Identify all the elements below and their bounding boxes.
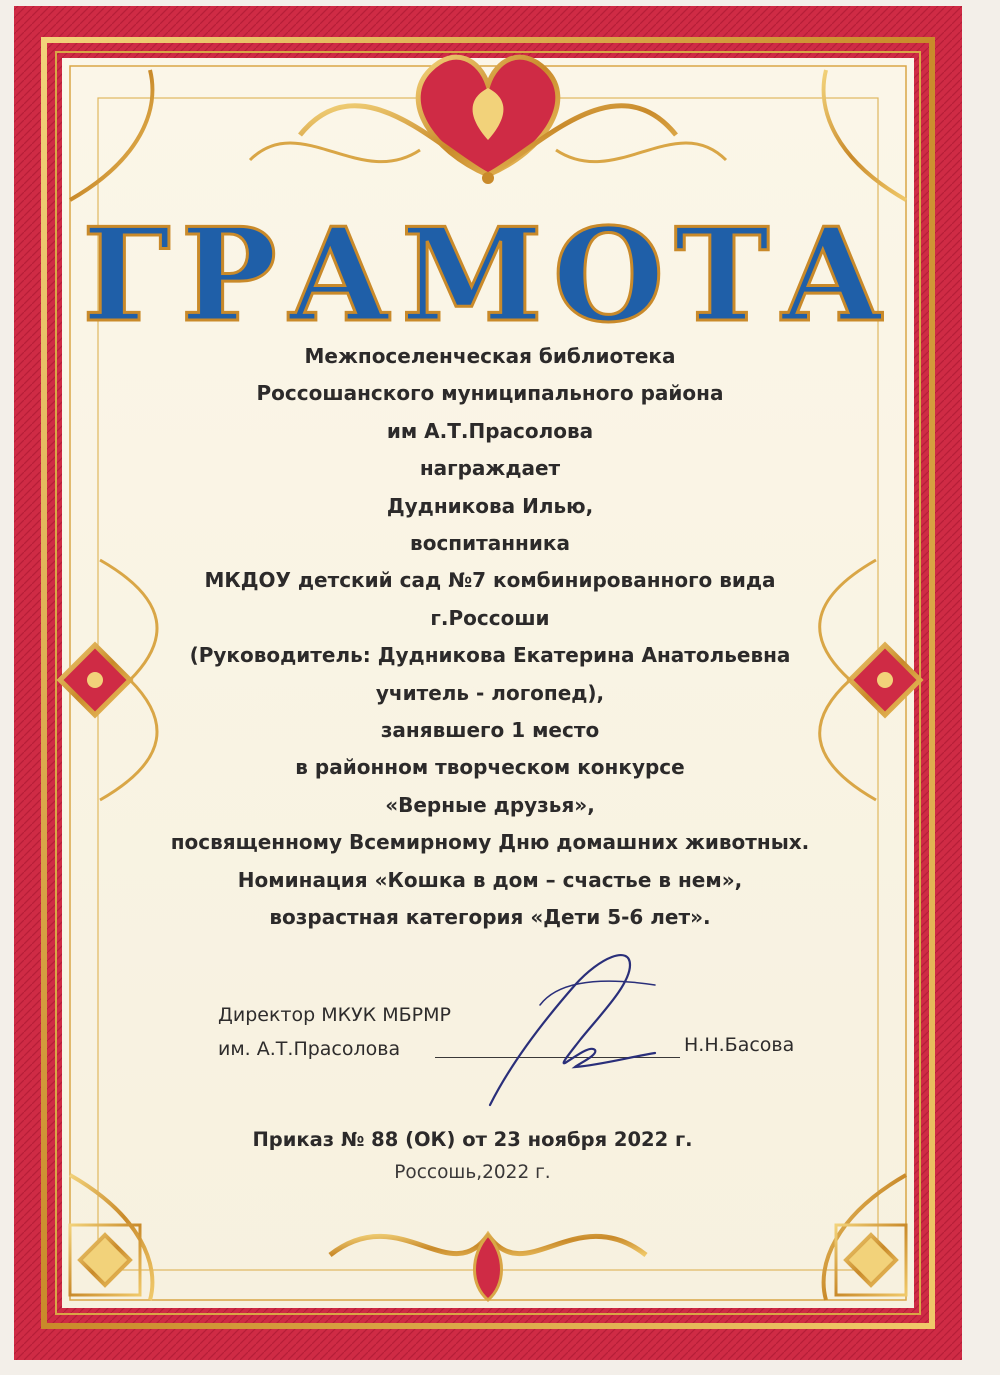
text-line: МКДОУ детский сад №7 комбинированного вида: [204, 568, 776, 593]
signatory-position: [218, 998, 451, 1066]
contest-name: «Верные друзья»,: [385, 792, 595, 817]
text-line: посвященному Всемирному Дню домашних животных.: [170, 830, 810, 855]
text-line: Межпоселенческая библиотека: [304, 344, 676, 368]
place-line: занявшего 1 место: [380, 718, 600, 743]
text-line: г.Россоши: [430, 605, 550, 630]
signatory-name: Н.Н.Басова: [684, 1034, 795, 1056]
text-line: награждает: [419, 456, 561, 481]
text-line: учитель - логопед),: [375, 680, 605, 705]
text-line: (Руководитель: Дудникова Екатерина Анатольевна: [189, 643, 791, 668]
document-title: ГРАМОТА: [82, 201, 894, 351]
age-category-line: возрастная категория «Дети 5-6 лет».: [269, 905, 711, 930]
place-and-year: Россошь,2022 г.: [394, 1162, 551, 1183]
signatory-position-line1: Директор МКУК МБРМР: [218, 1004, 451, 1026]
text-line: в районном творческом конкурсе: [295, 755, 685, 780]
handwritten-signature: [480, 945, 660, 1115]
nomination-line: Номинация «Кошка в дом – счастье в нем»,: [237, 867, 743, 892]
order-reference: Приказ № 88 (ОК) от 23 ноября 2022 г.: [252, 1128, 693, 1151]
signatory-position-line2: им. А.Т.Прасолова: [218, 1038, 401, 1060]
text-line: Россошанского муниципального района: [256, 381, 724, 406]
text-line: им А.Т.Прасолова: [386, 418, 594, 443]
recipient-name: Дудникова Илью,: [386, 493, 594, 518]
text-line: воспитанника: [410, 531, 570, 556]
award-text: [110, 338, 870, 937]
